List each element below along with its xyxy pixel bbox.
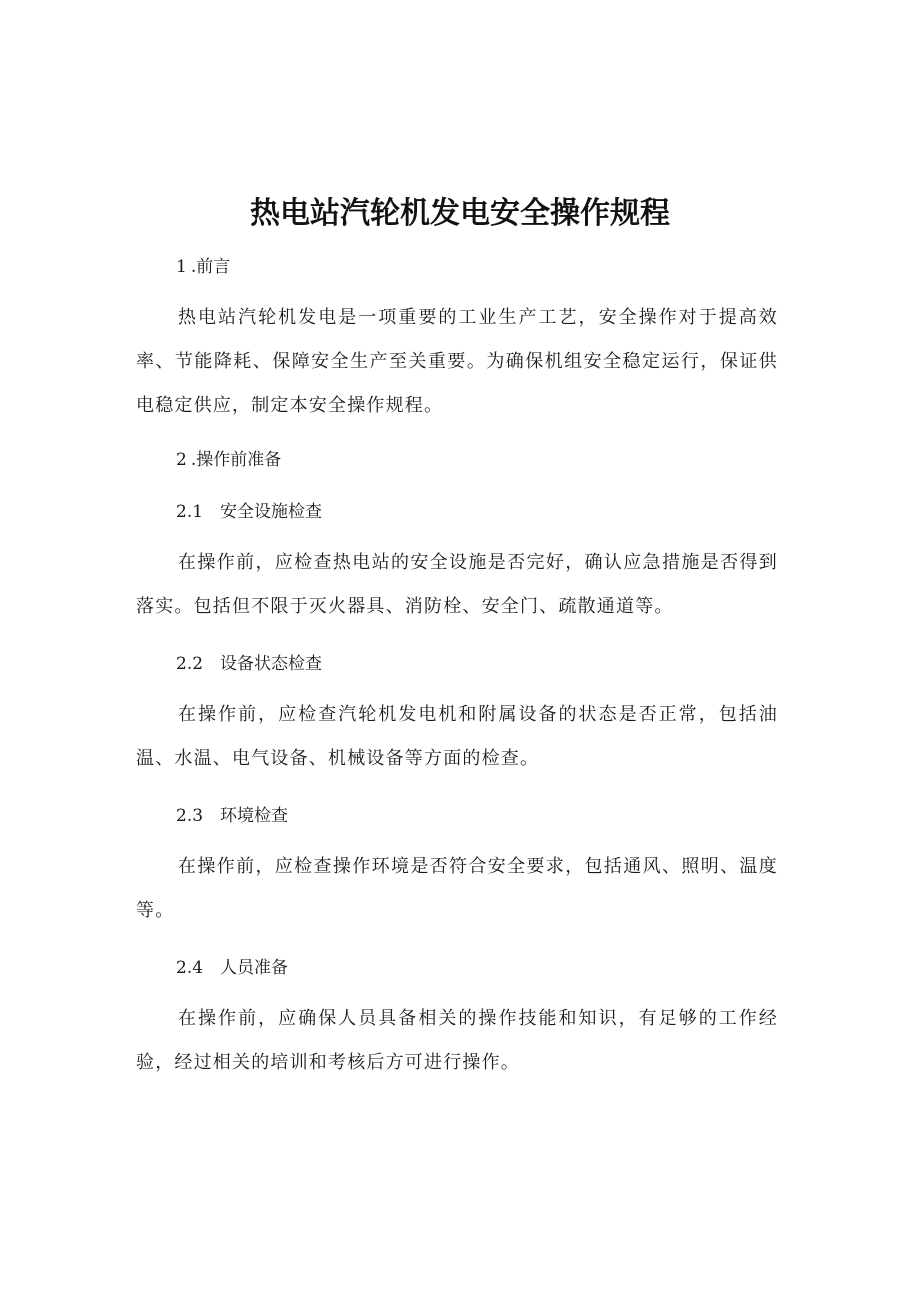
subsection-title: 设备状态检查: [220, 654, 322, 674]
section-number: 1: [176, 257, 187, 277]
section-1-paragraph: 热电站汽轮机发电是一项重要的工业生产工艺，安全操作对于提高效率、节能降耗、保障安全生产至关重要。为确保机组安全稳定运行，保证供电稳定供应，制定本安全操作规程。: [136, 307, 778, 416]
subsection-2-4-paragraph: 在操作前，应确保人员具备相关的操作技能和知识，有足够的工作经验，经过相关的培训和考核后方可进行操作。: [136, 1008, 778, 1073]
subsection-2-3-paragraph: 在操作前，应检查操作环境是否符合安全要求，包括通风、照明、温度等。: [136, 856, 778, 921]
subsection-number: 2.3: [176, 806, 204, 826]
subsection-title: 安全设施检查: [220, 502, 322, 522]
subsection-2-4-heading: [176, 955, 288, 981]
subsection-2-2-paragraph: 在操作前，应检查汽轮机发电机和附属设备的状态是否正常，包括油温、水温、电气设备、机械设备等方面的检查。: [136, 704, 778, 769]
section-2-heading: [176, 447, 281, 473]
subsection-number: 2.4: [176, 958, 204, 978]
section-1-heading: [176, 254, 230, 280]
subsection-number: 2.2: [176, 654, 204, 674]
subsection-title: 人员准备: [220, 958, 288, 978]
subsection-title: 环境检查: [220, 806, 288, 826]
section-title: .前言: [190, 257, 231, 277]
document-title: 热电站汽轮机发电安全操作规程: [250, 196, 670, 231]
section-number: 2: [176, 450, 187, 470]
subsection-2-3-heading: [176, 803, 288, 829]
subsection-2-1-paragraph: 在操作前，应检查热电站的安全设施是否完好，确认应急措施是否得到落实。包括但不限于灭火器具、消防栓、安全门、疏散通道等。: [136, 552, 778, 617]
subsection-number: 2.1: [176, 502, 204, 522]
section-title: .操作前准备: [190, 450, 282, 470]
subsection-2-1-heading: [176, 499, 322, 525]
subsection-2-2-heading: [176, 651, 322, 677]
